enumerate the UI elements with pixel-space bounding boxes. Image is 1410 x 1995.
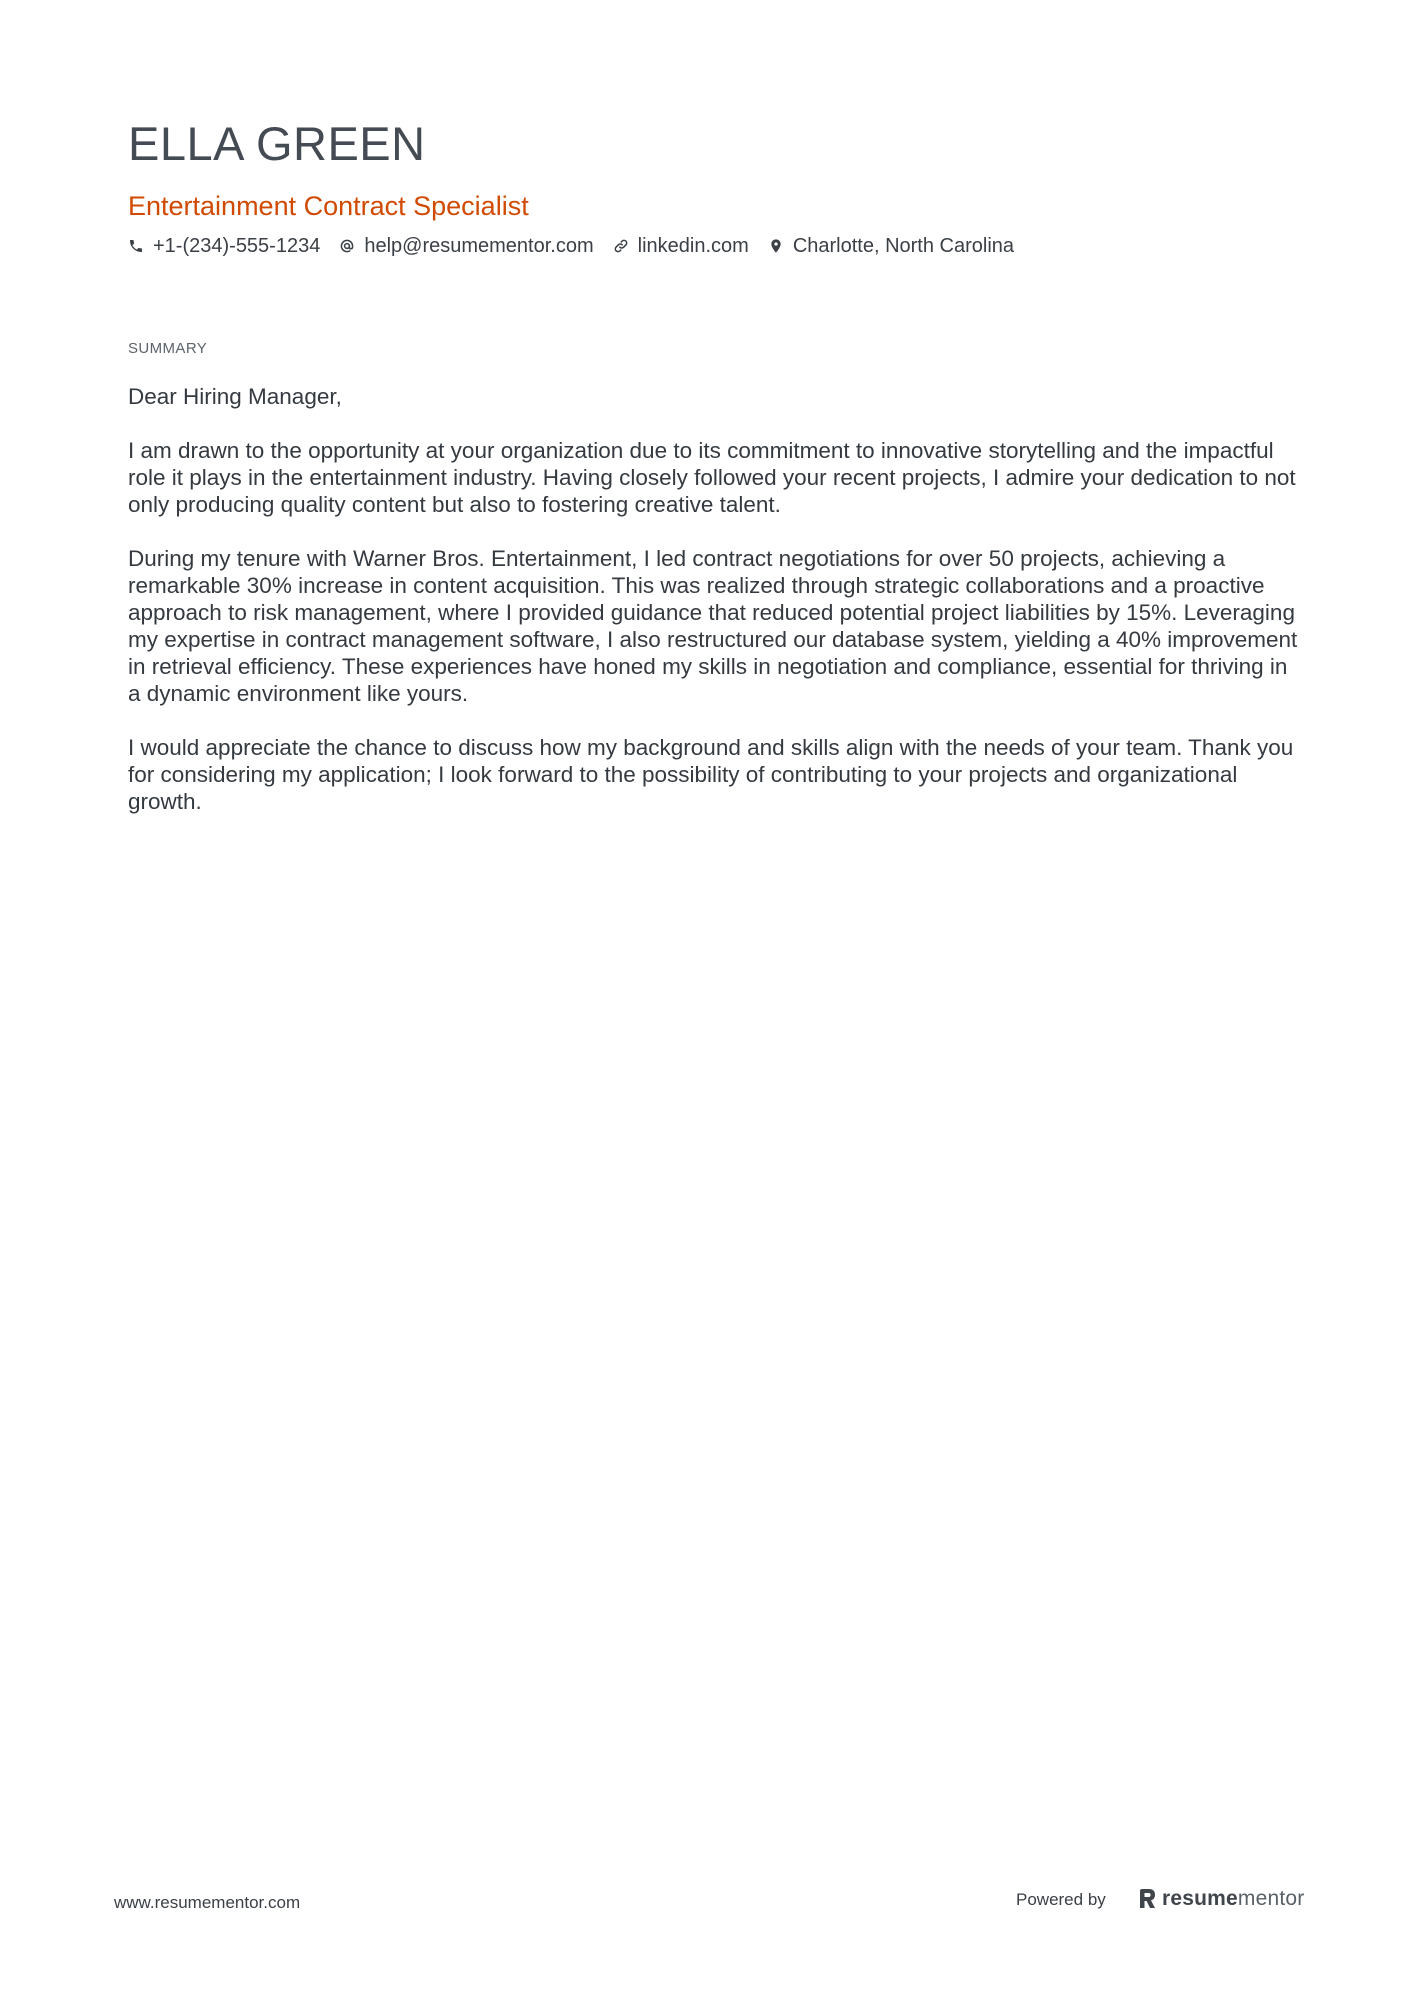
- contact-location: [768, 232, 1014, 260]
- website-text: linkedin.com: [637, 235, 749, 257]
- phone-text: +1-(234)-555-1234: [153, 235, 321, 257]
- cover-letter-body: [128, 383, 1300, 842]
- letter-paragraph-1: I am drawn to the opportunity at your organization due to its commitment to innovative storytelling and the impactful role it plays in the entertainment industry. Having closely followed your recent projects, I admire your dedication to not only producing quality content but also to fostering creative talent.: [128, 438, 1296, 517]
- section-title-summary: SUMMARY: [128, 340, 208, 357]
- email-text: help@resumementor.com: [364, 235, 594, 257]
- brand-name-strong: resume: [1162, 1887, 1238, 1910]
- candidate-name: ELLA GREEN: [128, 117, 426, 170]
- phone-icon: [128, 238, 144, 254]
- job-title: Entertainment Contract Specialist: [128, 191, 529, 221]
- contact-website[interactable]: [613, 232, 749, 260]
- location-pin-icon: [768, 238, 784, 254]
- brand-mark-icon: [1138, 1888, 1158, 1910]
- brand-name-light: mentor: [1237, 1887, 1305, 1910]
- contact-phone: [128, 232, 320, 260]
- powered-by-label: Powered by: [1016, 1890, 1106, 1909]
- contact-email[interactable]: [339, 232, 593, 260]
- contact-bar: [128, 232, 1288, 260]
- letter-paragraph-3: I would appreciate the chance to discuss how my background and skills align with the needs of your team. Thank you for considering my application; I look forward to the possibility of contributing to your projects and organizational growth.: [128, 735, 1294, 814]
- link-icon: [613, 238, 629, 254]
- at-icon: [339, 238, 355, 254]
- location-text: Charlotte, North Carolina: [792, 235, 1015, 257]
- brand-logo[interactable]: [1138, 1884, 1304, 1914]
- footer-website-link[interactable]: www.resumementor.com: [114, 1893, 301, 1912]
- letter-greeting: Dear Hiring Manager,: [128, 384, 342, 409]
- brand-name: [1162, 1886, 1304, 1912]
- header: [128, 112, 1288, 260]
- letter-paragraph-2: During my tenure with Warner Bros. Entertainment, I led contract negotiations for over 50 projects, achieving a remarkable 30% increase in content acquisition. This was realized through strategic collaborations and a proactive approach to risk management, where I provided guidance that reduced potential project liabilities by 15%. Leveraging my expertise in contract management software, I also restructured our database system, yielding a 40% improvement in retrieval efficiency. These experiences have honed my skills in negotiation and compliance, essential for thriving in a dynamic environment like yours.: [128, 546, 1298, 706]
